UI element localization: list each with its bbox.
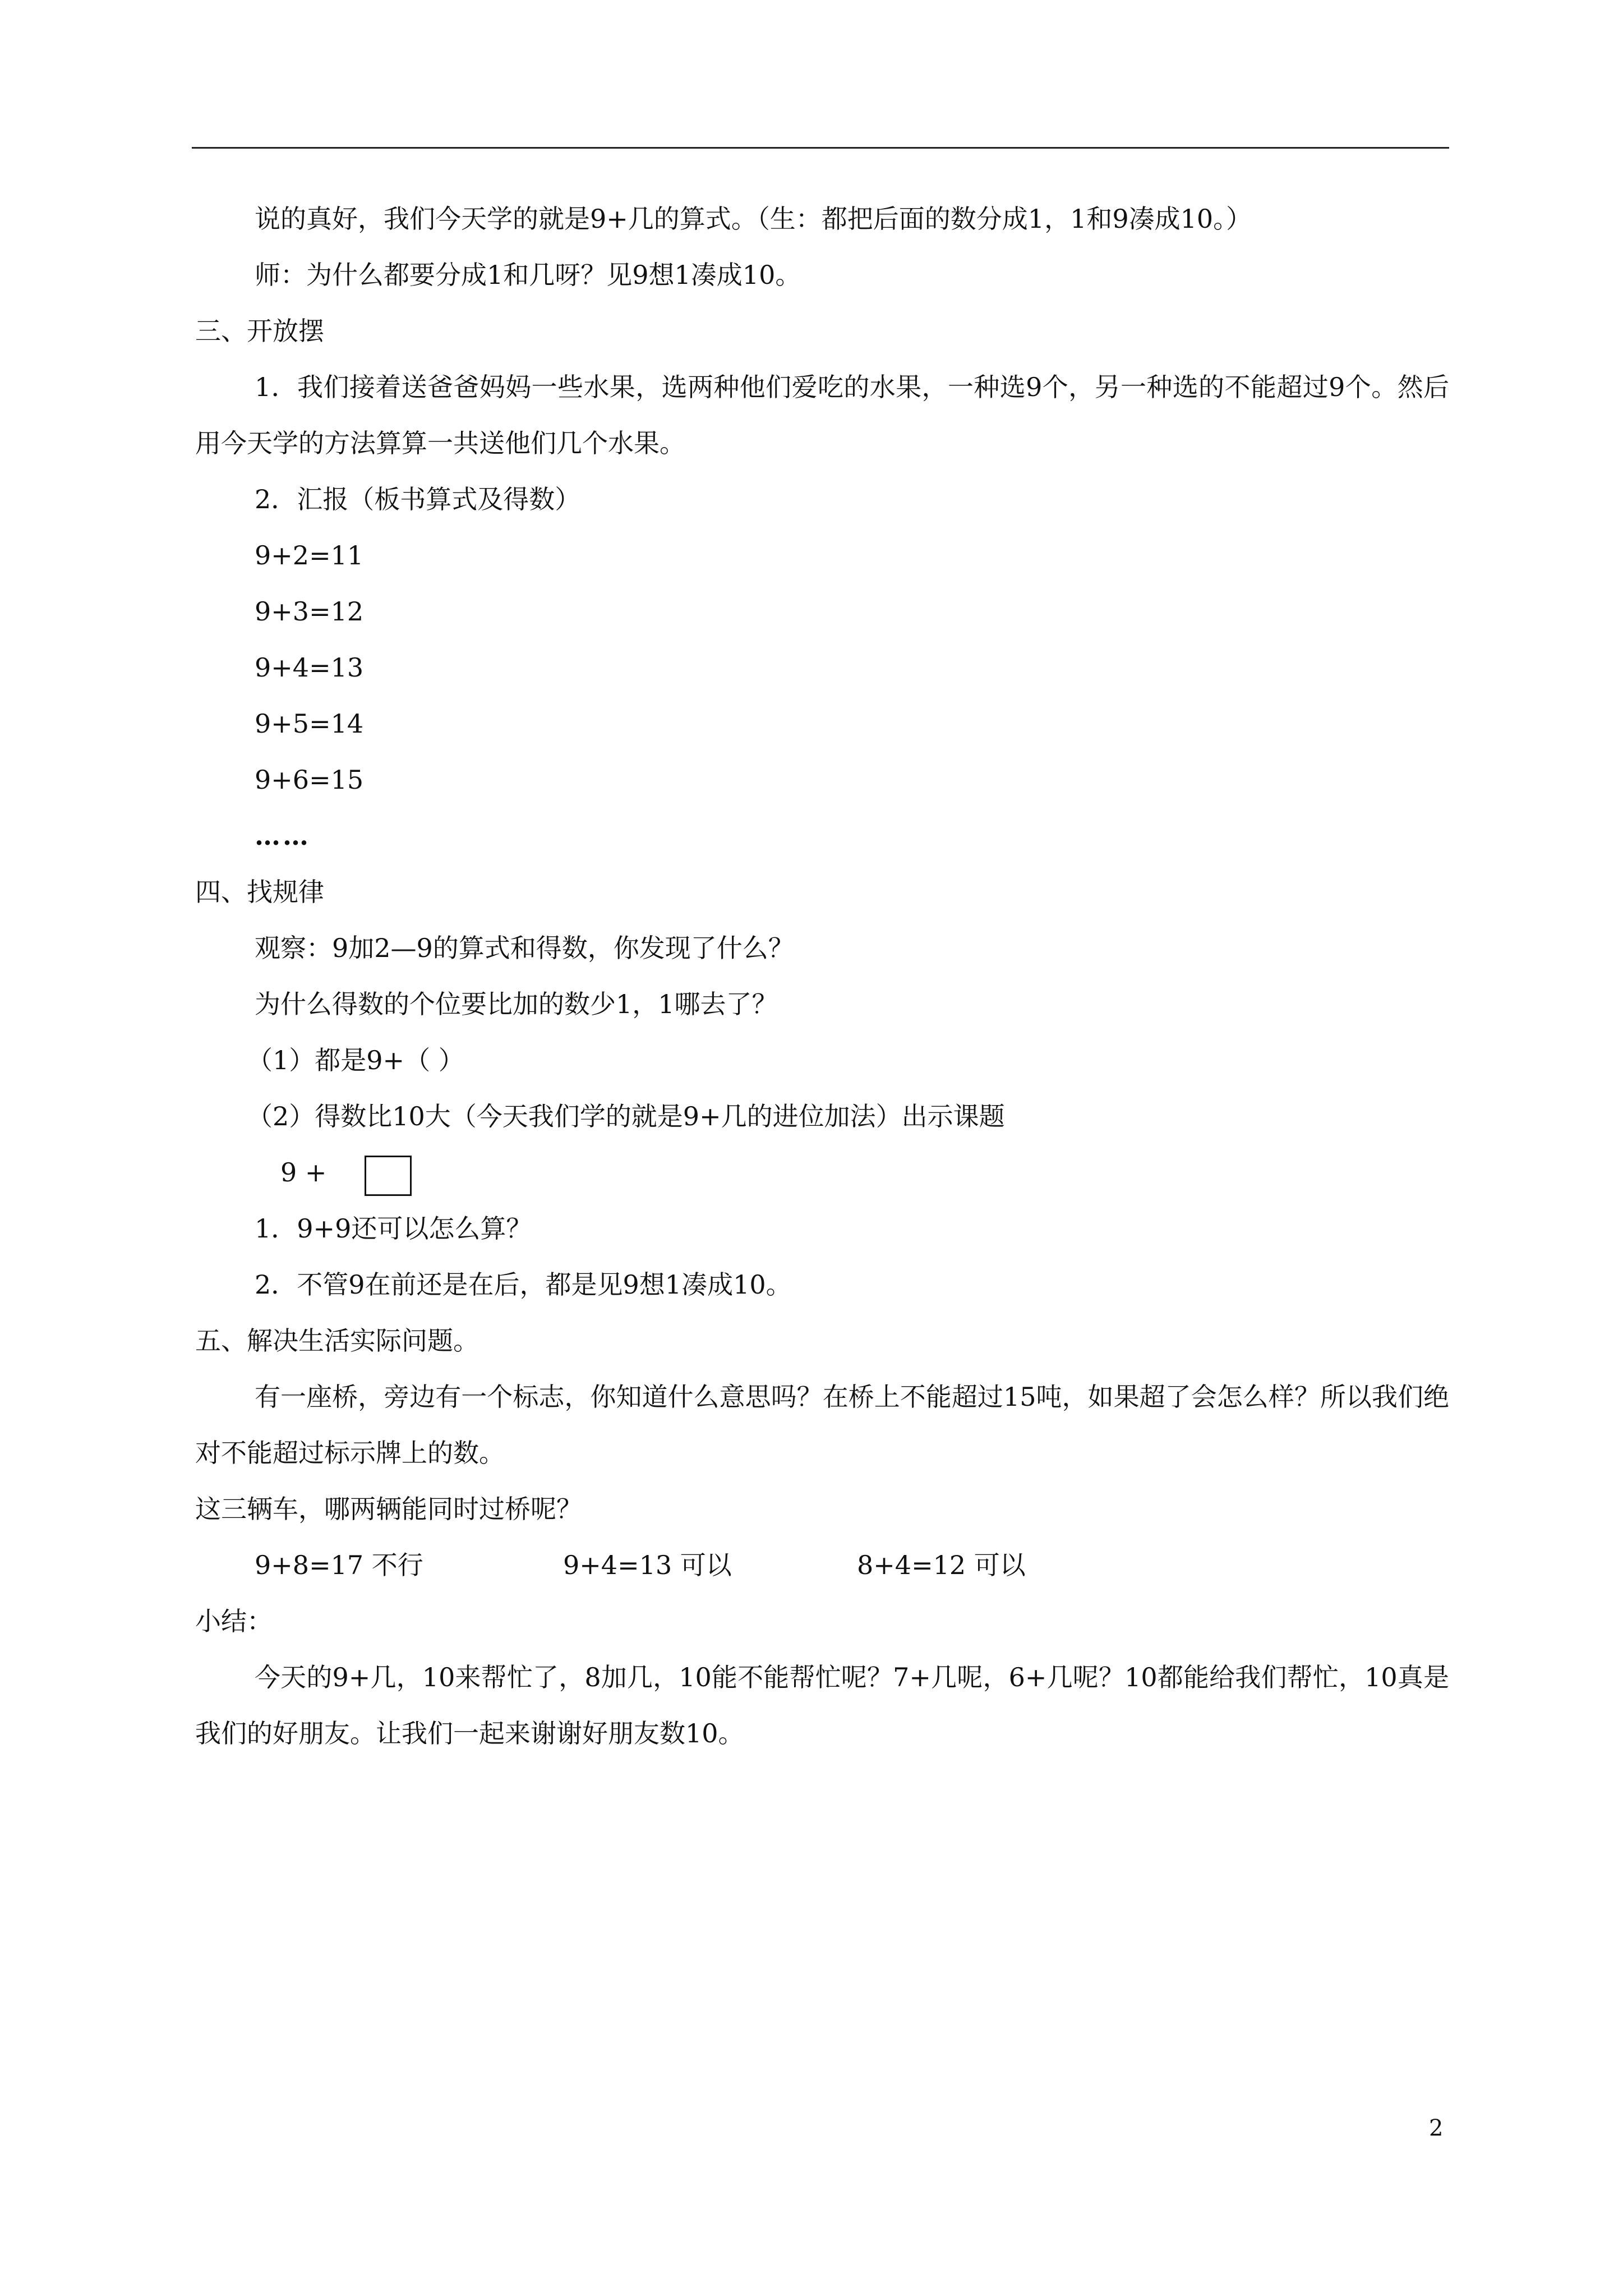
equation-9-plus-6: 9+6=15 [255,765,364,795]
paragraph-9-plus-9: 1．9+9还可以怎么算？ [255,1213,532,1244]
equation-9-plus-5: 9+5=14 [255,708,364,739]
paragraph-fruit-task: 1．我们接着送爸爸妈妈一些水果，选两种他们爱吃的水果，一种选9个，另一种选的不能超过9个。然后用今天学的方法算算一共送他们几个水果。 [195,372,1449,458]
page-body [195,191,1449,1761]
paragraph-bridge: 有一座桥，旁边有一个标志，你知道什么意思吗？在桥上不能超过15吨，如果超了会怎么样？所以我们绝对不能超过标示牌上的数。 [195,1382,1449,1468]
formula-label: 9 + [280,1157,327,1188]
point-1: （1）都是9+（ ） [247,1045,464,1075]
paragraph-regardless-order: 2．不管9在前还是在后，都是见9想1凑成10。 [255,1269,792,1300]
ellipsis: …… [255,821,311,851]
car-combo-1: 9+8=17 不行 [255,1550,423,1580]
paragraph-report: 2．汇报（板书算式及得数） [255,484,581,514]
section-heading-5: 五、解决生活实际问题。 [195,1326,479,1356]
car-combo-2: 9+4=13 可以 [563,1550,732,1580]
point-2: （2）得数比10大（今天我们学的就是9+几的进位加法）出示课题 [247,1101,1005,1131]
car-combinations [195,1537,1449,1593]
paragraph-three-cars: 这三辆车，哪两辆能同时过桥呢？ [195,1494,582,1524]
equation-9-plus-3: 9+3=12 [255,596,364,627]
paragraph-summary: 今天的9+几，10来帮忙了，8加几，10能不能帮忙呢？7+几呢，6+几呢？10都能给我们帮忙，10真是我们的好朋友。让我们一起来谢谢好朋友数10。 [195,1662,1449,1749]
blank-answer-box [365,1156,412,1196]
paragraph-why: 为什么得数的个位要比加的数少1，1哪去了？ [255,989,778,1019]
equation-9-plus-4: 9+4=13 [255,652,364,683]
paragraph-observe: 观察：9加2—9的算式和得数，你发现了什么？ [255,933,794,963]
paragraph-student-answer: 说的真好，我们今天学的就是9+几的算式。（生：都把后面的数分成1，1和9凑成10。） [255,204,1252,234]
section-heading-4: 四、找规律 [195,877,324,907]
paragraph-teacher-question: 师：为什么都要分成1和几呀？见9想1凑成10。 [255,260,801,290]
section-heading-3: 三、开放摆 [195,316,324,346]
car-combo-3: 8+4=12 可以 [857,1550,1026,1580]
lesson-title-formula [195,1144,1449,1200]
header-rule [192,147,1449,149]
equation-9-plus-2: 9+2=11 [255,540,364,570]
page-number: 2 [1429,2115,1444,2141]
summary-heading: 小结： [195,1606,273,1636]
